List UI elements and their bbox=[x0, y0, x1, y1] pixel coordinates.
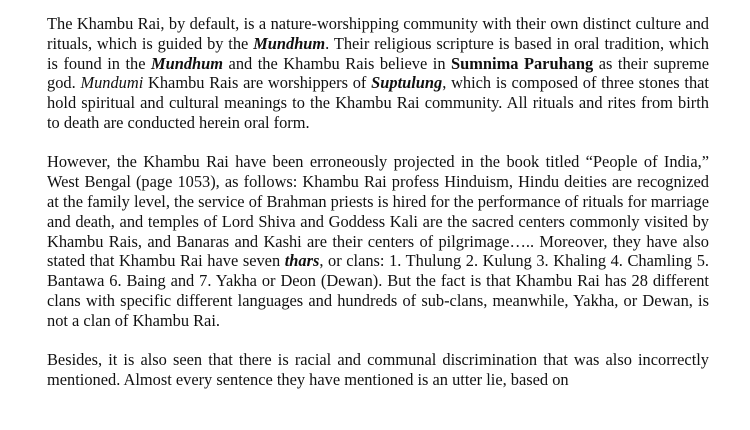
paragraph-2 bbox=[47, 152, 709, 330]
paragraph-1 bbox=[47, 14, 709, 133]
p1-text-2: . Their religious scripture is based in oral tradition, which is found in the bbox=[47, 33, 709, 73]
p1-text-1: The Khambu Rai, by default, is a nature-worshipping community with their own distinct culture and rituals, which is guided by the bbox=[47, 14, 709, 53]
p1-emphasis-mundhum-1: Mundhum bbox=[253, 33, 326, 53]
p3-text-1: Besides, it is also seen that there is racial and communal discrimination that was also incorrectly mentioned. Almost every sentence they have mentioned is an utter lie, based on bbox=[47, 350, 709, 389]
p2-emphasis-thars: thars bbox=[284, 251, 320, 271]
p1-text-6: , which is composed of three stones that hold spiritual and cultural meanings to the Khambu Rai community. All rituals and rites from birth to death are conducted herein oral form. bbox=[47, 73, 709, 132]
p1-emphasis-mundhum-2: Mundhum bbox=[151, 53, 224, 73]
p1-emphasis-sumnima-paruhang: Sumnima Paruhang bbox=[451, 53, 594, 73]
p1-text-3: and the Khambu Rais believe in bbox=[223, 53, 452, 73]
document-body bbox=[47, 14, 709, 389]
p2-text-2: , or clans: 1. Thulung 2. Kulung 3. Khaling 4. Chamling 5. Bantawa 6. Baing and 7. Yakha or Deon (Dewan). But the fact is that Khambu Rai has 28 different clans with specific different languages and hundreds of sub-clans, meanwhile, Yakha, or Dewan, is not a clan of Khambu Rai. bbox=[47, 251, 709, 330]
paragraph-3-clip bbox=[47, 350, 709, 389]
p1-text-4: as their supreme god. bbox=[47, 53, 709, 93]
p1-text-5: Khambu Rais are worshippers of bbox=[143, 73, 372, 93]
paragraph-3 bbox=[47, 350, 709, 389]
p2-text-1: However, the Khambu Rai have been erroneously projected in the book titled “People of India,” West Bengal (page 1053), as follows: Khambu Rai profess Hinduism, Hindu deities are recognized at the family level, the service of Brahman priests is hired for the performance of rituals for marriage and death, and temples of Lord Shiva and Goddess Kali are the sacred centers commonly visited by Khambu Rais, and Banaras and Kashi are their centers of pilgrimage….. Moreover, they have also stated that Khambu Rai have seven bbox=[47, 152, 709, 271]
p1-emphasis-mundumi: Mundumi bbox=[80, 73, 144, 93]
p1-emphasis-suptulung: Suptulung bbox=[371, 73, 443, 93]
